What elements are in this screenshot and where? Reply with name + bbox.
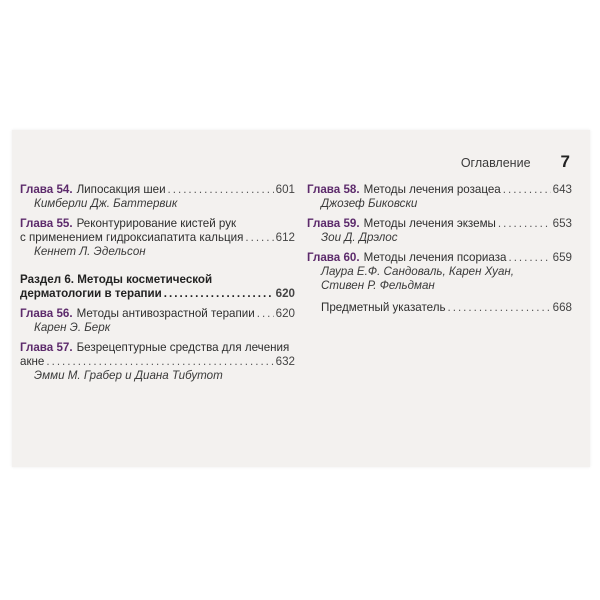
- chapter-label: Глава 56.: [20, 307, 73, 320]
- chapter-title: Реконтурирование кистей рук: [76, 217, 237, 230]
- dot-leader: [46, 355, 273, 369]
- chapter-label: Глава 55.: [20, 217, 73, 230]
- section-title: Раздел 6. Методы косметической: [20, 273, 213, 286]
- chapter-page: 643: [552, 183, 572, 196]
- chapter-title: Липосакция шеи: [76, 183, 166, 196]
- chapter-page: 632: [275, 355, 295, 368]
- toc-entry-chapter-60: [307, 251, 572, 293]
- toc-entry-chapter-54: [20, 183, 295, 211]
- chapter-label: Глава 60.: [307, 251, 360, 264]
- chapter-label: Глава 59.: [307, 217, 360, 230]
- running-header: [461, 152, 570, 172]
- chapter-title-continued: акне: [20, 355, 45, 368]
- dot-leader: [508, 251, 550, 265]
- toc-right-column: [307, 183, 572, 315]
- toc-section-6: [20, 273, 295, 301]
- dot-leader: [448, 301, 551, 315]
- chapter-title: Методы антивозрастной терапии: [76, 307, 255, 320]
- chapter-label: Глава 54.: [20, 183, 73, 196]
- chapter-author: Карен Э. Берк: [34, 321, 111, 334]
- chapter-author: Кимберли Дж. Баттервик: [34, 197, 178, 210]
- page-number: 7: [560, 152, 570, 171]
- dot-leader: [164, 287, 274, 301]
- toc-entry-chapter-57: [20, 341, 295, 383]
- chapter-title: Методы лечения розацеа: [363, 183, 501, 196]
- chapter-author: Джозеф Биковски: [321, 197, 418, 210]
- chapter-page: 601: [275, 183, 295, 196]
- chapter-author: Эмми М. Грабер и Диана Тибутот: [34, 369, 223, 382]
- dot-leader: [257, 307, 274, 321]
- toc-entry-chapter-58: [307, 183, 572, 211]
- section-title-continued: дерматологии в терапии: [20, 287, 162, 300]
- toc-entry-chapter-55: [20, 217, 295, 259]
- toc-entry-chapter-59: [307, 217, 572, 245]
- chapter-author-continued: Стивен Р. Фельдман: [321, 279, 435, 292]
- index-title: Предметный указатель: [321, 301, 446, 314]
- chapter-author: Зои Д. Дрэлос: [321, 231, 398, 244]
- chapter-label: Глава 57.: [20, 341, 73, 354]
- chapter-label: Глава 58.: [307, 183, 360, 196]
- chapter-author: Кеннет Л. Эдельсон: [34, 245, 146, 258]
- dot-leader: [168, 183, 274, 197]
- dot-leader: [503, 183, 551, 197]
- dot-leader: [498, 217, 551, 231]
- chapter-page: 653: [552, 217, 572, 230]
- book-page: [12, 130, 590, 467]
- section-page: 620: [275, 287, 295, 300]
- dot-leader: [245, 231, 273, 245]
- chapter-title: Методы лечения экземы: [363, 217, 496, 230]
- chapter-page: 620: [275, 307, 295, 320]
- chapter-title: Безрецептурные средства для лечения: [76, 341, 290, 354]
- chapter-page: 659: [552, 251, 572, 264]
- chapter-page: 612: [275, 231, 295, 244]
- chapter-title: Методы лечения псориаза: [363, 251, 507, 264]
- index-page: 668: [552, 301, 572, 314]
- chapter-title-continued: с применением гидроксиапатита кальция: [20, 231, 244, 244]
- toc-entry-subject-index: [307, 301, 572, 315]
- toc-entry-chapter-56: [20, 307, 295, 335]
- running-header-title: Оглавление: [460, 156, 531, 170]
- chapter-author: Лаура Е.Ф. Сандоваль, Карен Хуан,: [321, 265, 515, 278]
- toc-left-column: [20, 183, 295, 389]
